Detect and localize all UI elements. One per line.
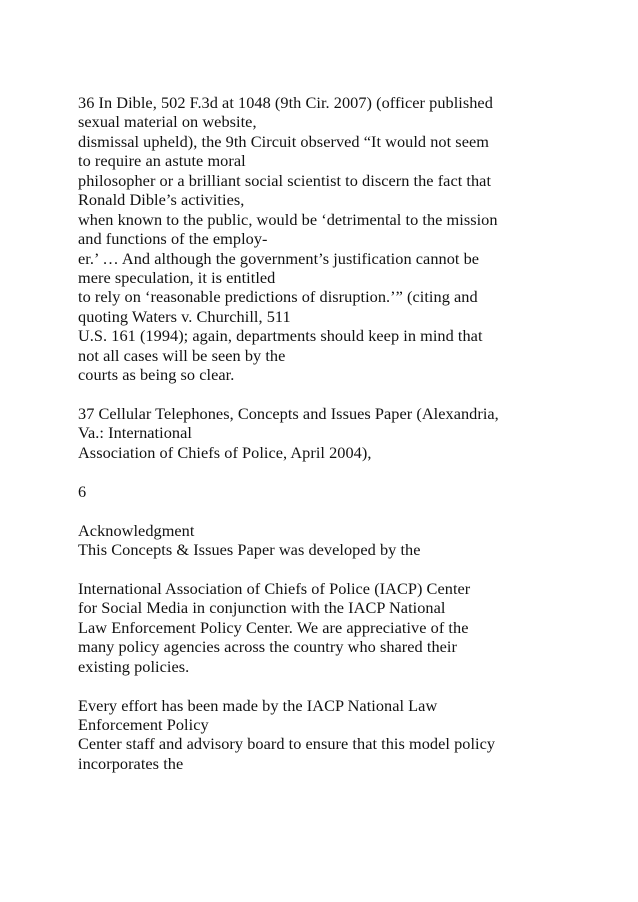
spacer <box>78 501 598 520</box>
paragraph-line: International Association of Chiefs of Police (IACP) Center <box>78 578 471 598</box>
paragraph-line: many policy agencies across the country who shared their <box>78 637 457 657</box>
footnote-line: mere speculation, it is entitled <box>78 267 276 287</box>
paragraph-line: incorporates the <box>78 753 184 773</box>
acknowledgment-paragraph <box>78 579 598 676</box>
page-number: 6 <box>78 481 87 501</box>
spacer <box>78 385 598 404</box>
paragraph-line: Law Enforcement Policy Center. We are appreciative of the <box>78 617 469 637</box>
footnote-line: Association of Chiefs of Police, April 2004), <box>78 442 372 462</box>
footnote-line: to require an astute moral <box>78 151 246 171</box>
footnote-line: 37 Cellular Telephones, Concepts and Issues Paper (Alexandria, <box>78 404 499 423</box>
footnote-line: to rely on ‘reasonable predictions of disruption.’” (citing and <box>78 287 478 307</box>
footnote-line: er.’ … And although the government’s justification cannot be <box>78 248 480 268</box>
spacer <box>78 560 598 579</box>
footnote-line: not all cases will be seen by the <box>78 345 286 365</box>
footnote-line: quoting Waters v. Churchill, 511 <box>78 306 291 326</box>
spacer <box>78 462 598 481</box>
footnote-line: when known to the public, would be ‘detrimental to the mission <box>78 209 498 229</box>
paragraph-line: Every effort has been made by the IACP National Law <box>78 695 438 715</box>
effort-paragraph <box>78 696 598 774</box>
paragraph-line: for Social Media in conjunction with the IACP National <box>78 598 446 618</box>
acknowledgment-intro: This Concepts & Issues Paper was developed by the <box>78 540 421 560</box>
footnote-37 <box>78 404 598 462</box>
footnote-line: sexual material on website, <box>78 112 257 132</box>
acknowledgment-heading: Acknowledgment <box>78 520 195 540</box>
paragraph-line: existing policies. <box>78 656 190 676</box>
footnote-line: philosopher or a brilliant social scientist to discern the fact that <box>78 170 492 190</box>
footnote-line: dismissal upheld), the 9th Circuit observed “It would not seem <box>78 131 489 151</box>
footnote-36 <box>78 93 598 385</box>
paragraph-line: Center staff and advisory board to ensure that this model policy <box>78 734 496 754</box>
footnote-line: and functions of the employ- <box>78 229 268 249</box>
footnote-line: Va.: International <box>78 423 192 443</box>
footnote-line: 36 In Dible, 502 F.3d at 1048 (9th Cir. 2007) (officer published <box>78 93 493 112</box>
paragraph-line: Enforcement Policy <box>78 715 209 734</box>
spacer <box>78 676 598 695</box>
footnote-line: Ronald Dible’s activities, <box>78 190 245 210</box>
document-text <box>78 93 598 773</box>
footnote-line: U.S. 161 (1994); again, departments should keep in mind that <box>78 326 483 346</box>
footnote-line: courts as being so clear. <box>78 365 235 385</box>
